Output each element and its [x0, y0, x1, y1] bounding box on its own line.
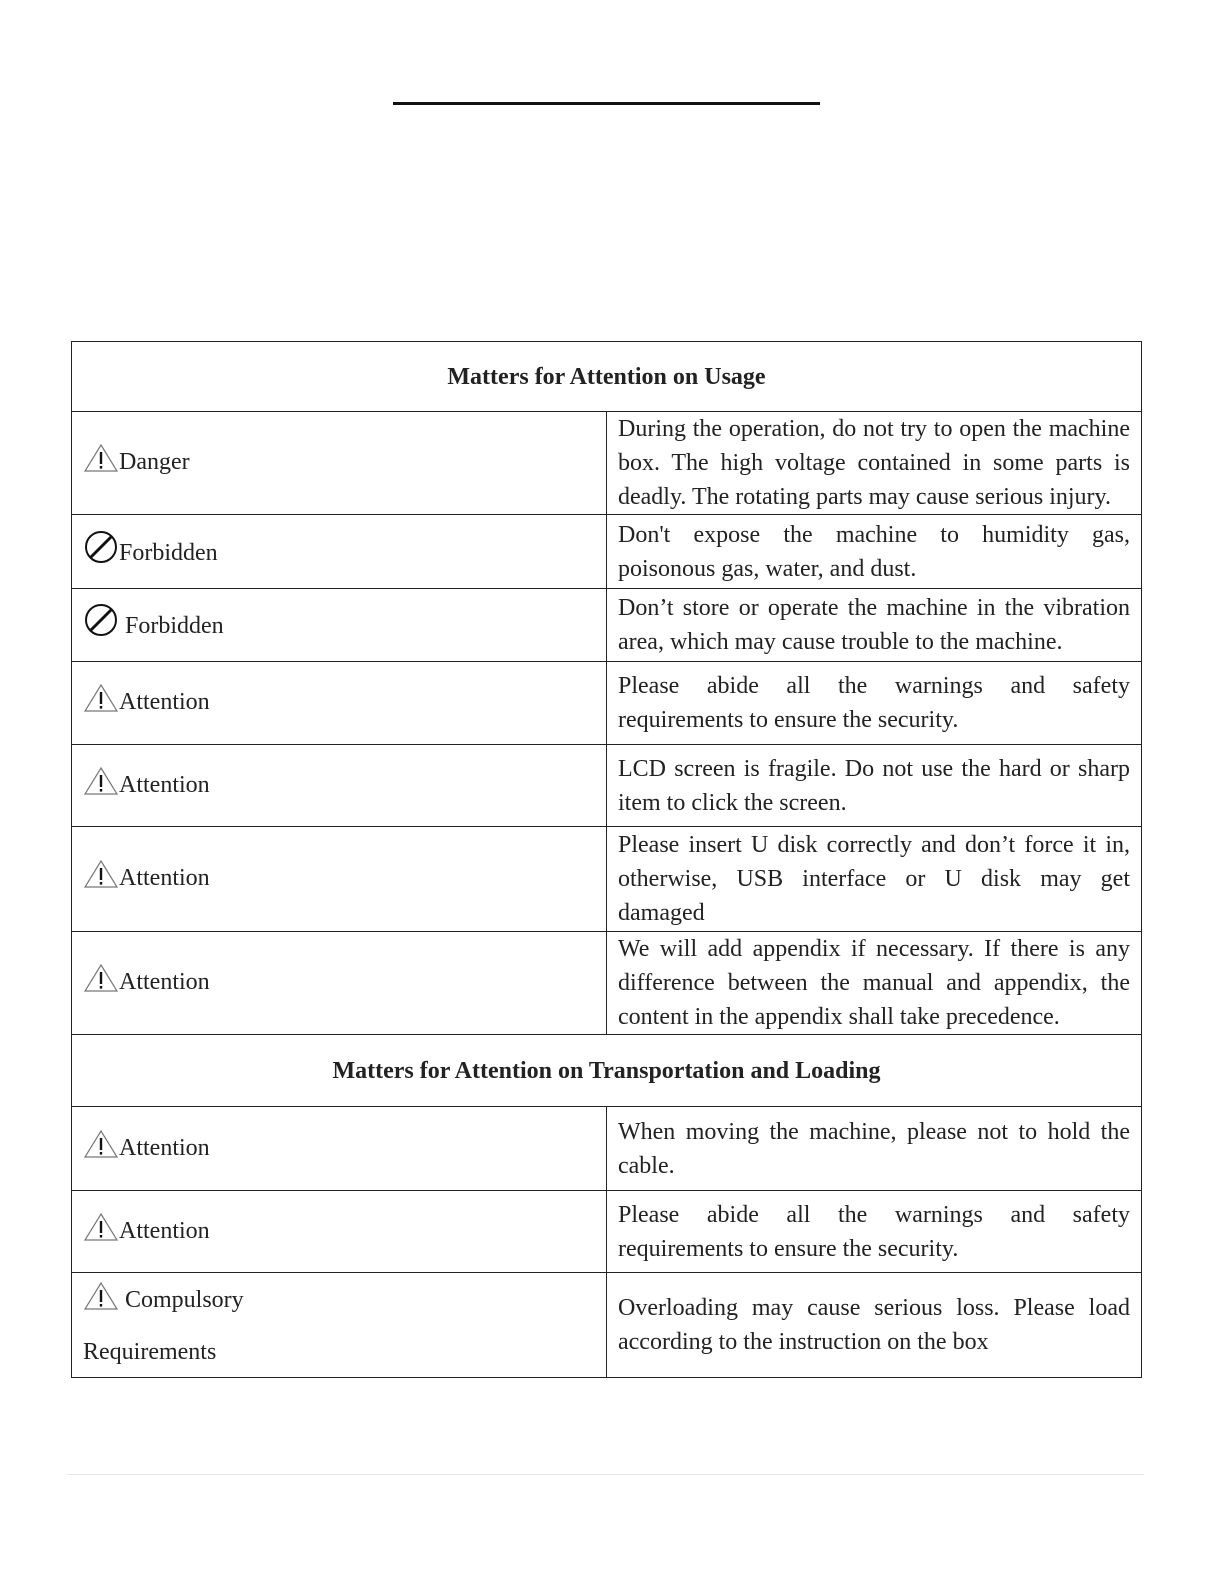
footer-divider	[68, 1474, 1144, 1475]
text-cell: Please abide all the warnings and safety requirements to ensure the security.	[607, 662, 1142, 745]
table-row	[72, 1107, 1142, 1191]
section-title: Matters for Attention on Transportation and Loading	[72, 1035, 1142, 1107]
prohibited-icon	[83, 530, 119, 574]
table-row	[72, 1273, 1142, 1378]
row-label: Attention	[119, 1134, 210, 1161]
row-label: Attention	[119, 865, 210, 891]
title-underline	[393, 102, 820, 105]
warning-triangle-icon	[83, 1129, 119, 1169]
table-row	[72, 412, 1142, 515]
label-cell	[72, 932, 607, 1035]
row-label: Forbidden	[125, 613, 224, 639]
section-header-row	[72, 1035, 1142, 1107]
label-cell	[72, 662, 607, 745]
label-cell	[72, 827, 607, 932]
label-cell	[72, 1191, 607, 1273]
label-cell	[72, 589, 607, 662]
warning-triangle-icon	[83, 859, 119, 899]
row-label: Attention	[119, 1217, 210, 1244]
table-row	[72, 662, 1142, 745]
table-row	[72, 515, 1142, 589]
text-cell: Don't expose the machine to humidity gas, poisonous gas, water, and dust.	[607, 515, 1142, 589]
warning-triangle-icon	[83, 443, 119, 483]
safety-table	[71, 341, 1142, 1378]
text-cell: LCD screen is fragile. Do not use the hard or sharp item to click the screen.	[607, 745, 1142, 827]
text-cell: When moving the machine, please not to hold the cable.	[607, 1107, 1142, 1191]
label-cell	[72, 412, 607, 515]
warning-triangle-icon	[83, 963, 119, 1003]
label-cell	[72, 515, 607, 589]
warning-triangle-icon	[83, 1212, 119, 1252]
table-row	[72, 1191, 1142, 1273]
warning-triangle-icon	[83, 683, 119, 723]
warning-triangle-icon	[83, 766, 119, 806]
label-cell	[72, 745, 607, 827]
table-row	[72, 745, 1142, 827]
table-row	[72, 589, 1142, 662]
text-cell: Please insert U disk correctly and don’t force it in, otherwise, USB interface or U disk may get damaged	[607, 827, 1142, 932]
prohibited-icon	[83, 603, 119, 647]
row-label-2: Requirements	[83, 1339, 217, 1365]
row-label: Forbidden	[119, 539, 218, 566]
table-row	[72, 932, 1142, 1035]
text-cell: Please abide all the warnings and safety requirements to ensure the security.	[607, 1191, 1142, 1273]
row-label: Attention	[119, 969, 210, 995]
text-cell: Don’t store or operate the machine in the vibration area, which may cause trouble to the machine.	[607, 589, 1142, 662]
row-label: Attention	[119, 771, 210, 798]
text-cell: During the operation, do not try to open the machine box. The high voltage contained in some parts is deadly. The rotating parts may cause serious injury.	[607, 412, 1142, 515]
row-label: Compulsory	[125, 1287, 244, 1313]
row-label: Attention	[119, 689, 210, 715]
label-cell	[72, 1107, 607, 1191]
table-row	[72, 827, 1142, 932]
warning-triangle-icon	[83, 1281, 119, 1321]
text-cell: We will add appendix if necessary. If there is any difference between the manual and appendix, the content in the appendix shall take precedence.	[607, 932, 1142, 1035]
section-header-row	[72, 342, 1142, 412]
section-title: Matters for Attention on Usage	[72, 342, 1142, 412]
row-label: Danger	[119, 449, 190, 475]
label-cell	[72, 1273, 607, 1378]
text-cell: Overloading may cause serious loss. Please load according to the instruction on the box	[607, 1273, 1142, 1378]
